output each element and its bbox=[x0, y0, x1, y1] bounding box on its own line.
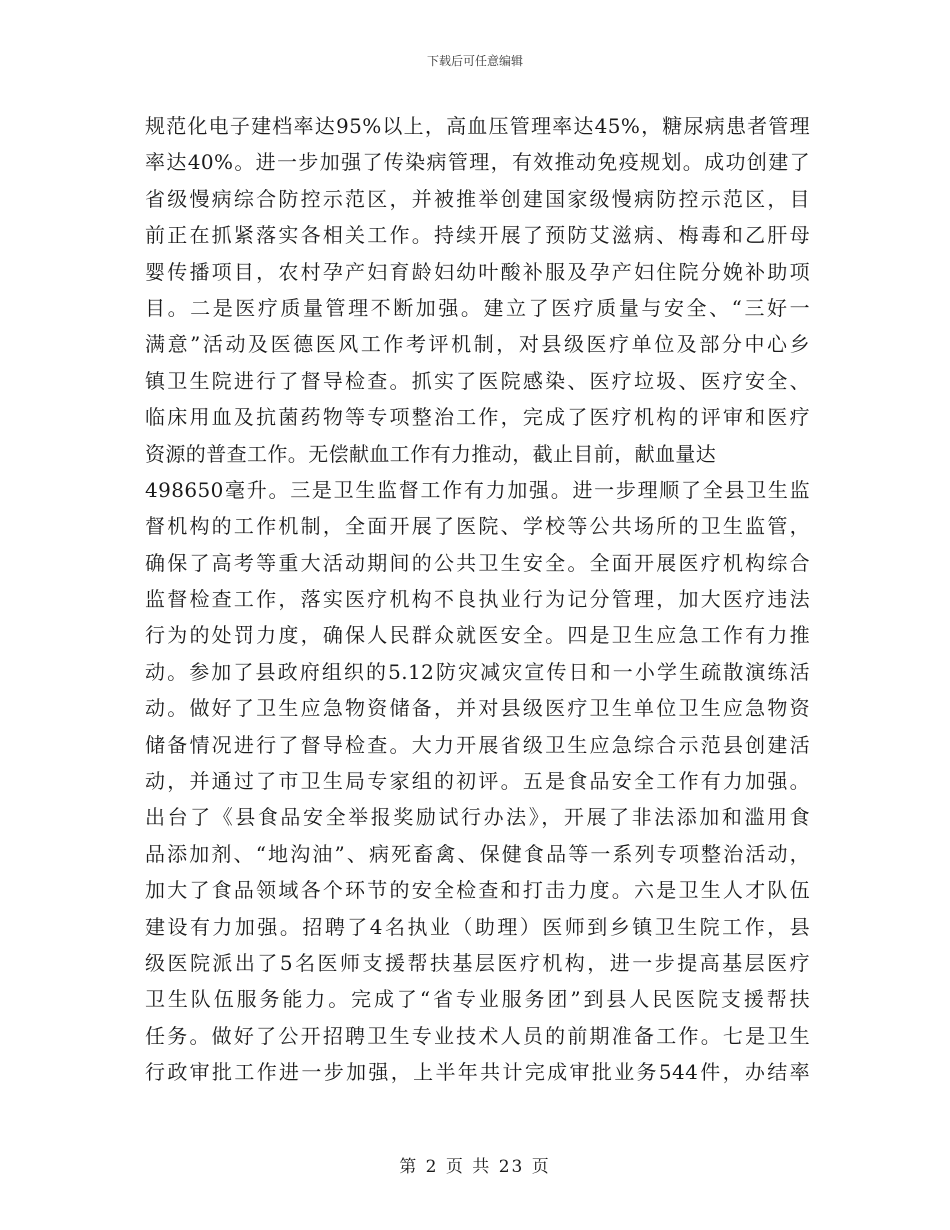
text-line: 前正在抓紧落实各相关工作。持续开展了预防艾滋病、梅毒和乙肝母 bbox=[145, 223, 810, 248]
text-line: 行为的处罚力度，确保人民群众就医安全。四是卫生应急工作有力推 bbox=[145, 623, 810, 648]
page-number-footer: 第 2 页 共 23 页 bbox=[399, 1157, 551, 1177]
text-line: 率达40%。进一步加强了传染病管理，有效推动免疫规划。成功创建了 bbox=[145, 150, 810, 175]
text-line: 督机构的工作机制，全面开展了医院、学校等公共场所的卫生监管， bbox=[145, 514, 810, 539]
text-line: 动。做好了卫生应急物资储备，并对县级医疗卫生单位卫生应急物资 bbox=[145, 696, 810, 721]
text-line: 满意”活动及医德医风工作考评机制，对县级医疗单位及部分中心乡 bbox=[145, 332, 810, 357]
text-line: 目。二是医疗质量管理不断加强。建立了医疗质量与安全、“三好一 bbox=[145, 295, 810, 320]
text-line: 省级慢病综合防控示范区，并被推举创建国家级慢病防控示范区，目 bbox=[145, 186, 810, 211]
text-line: 动，并通过了市卫生局专家组的初评。五是食品安全工作有力加强。 bbox=[145, 769, 810, 794]
text-line: 建设有力加强。招聘了4名执业（助理）医师到乡镇卫生院工作，县 bbox=[145, 914, 810, 939]
text-line: 品添加剂、“地沟油”、病死畜禽、保健食品等一系列专项整治活动， bbox=[145, 841, 810, 866]
text-line: 出台了《县食品安全举报奖励试行办法》，开展了非法添加和滥用食 bbox=[145, 805, 810, 830]
text-line: 规范化电子建档率达95%以上，高血压管理率达45%，糖尿病患者管理 bbox=[145, 114, 810, 138]
text-line: 行政审批工作进一步加强，上半年共计完成审批业务544件，办结率 bbox=[145, 1060, 810, 1085]
text-line: 婴传播项目，农村孕产妇育龄妇幼叶酸补服及孕产妇住院分娩补助项 bbox=[145, 259, 810, 284]
text-line: 加大了食品领域各个环节的安全检查和打击力度。六是卫生人才队伍 bbox=[145, 878, 810, 903]
text-line: 卫生队伍服务能力。完成了“省专业服务团”到县人民医院支援帮扶 bbox=[145, 987, 810, 1012]
text-line: 储备情况进行了督导检查。大力开展省级卫生应急综合示范县创建活 bbox=[145, 732, 810, 757]
document-body bbox=[145, 108, 810, 1091]
text-line: 动。参加了县政府组织的5.12防灾减灾宣传日和一小学生疏散演练活 bbox=[145, 659, 810, 684]
text-line: 确保了高考等重大活动期间的公共卫生安全。全面开展医疗机构综合 bbox=[145, 550, 810, 575]
text-line: 镇卫生院进行了督导检查。抓实了医院感染、医疗垃圾、医疗安全、 bbox=[145, 368, 810, 393]
text-line: 级医院派出了5名医师支援帮扶基层医疗机构，进一步提高基层医疗 bbox=[145, 950, 810, 975]
page-header-note: 下载后可任意编辑 bbox=[426, 54, 523, 68]
text-line: 资源的普查工作。无偿献血工作有力推动，截止目前，献血量达 bbox=[145, 441, 717, 466]
text-line: 临床用血及抗菌药物等专项整治工作，完成了医疗机构的评审和医疗 bbox=[145, 405, 810, 430]
text-line: 498650毫升。三是卫生监督工作有力加强。进一步理顺了全县卫生监 bbox=[145, 477, 810, 502]
text-line: 监督检查工作，落实医疗机构不良执业行为记分管理，加大医疗违法 bbox=[145, 587, 810, 612]
text-line: 任务。做好了公开招聘卫生专业技术人员的前期准备工作。七是卫生 bbox=[145, 1023, 810, 1048]
